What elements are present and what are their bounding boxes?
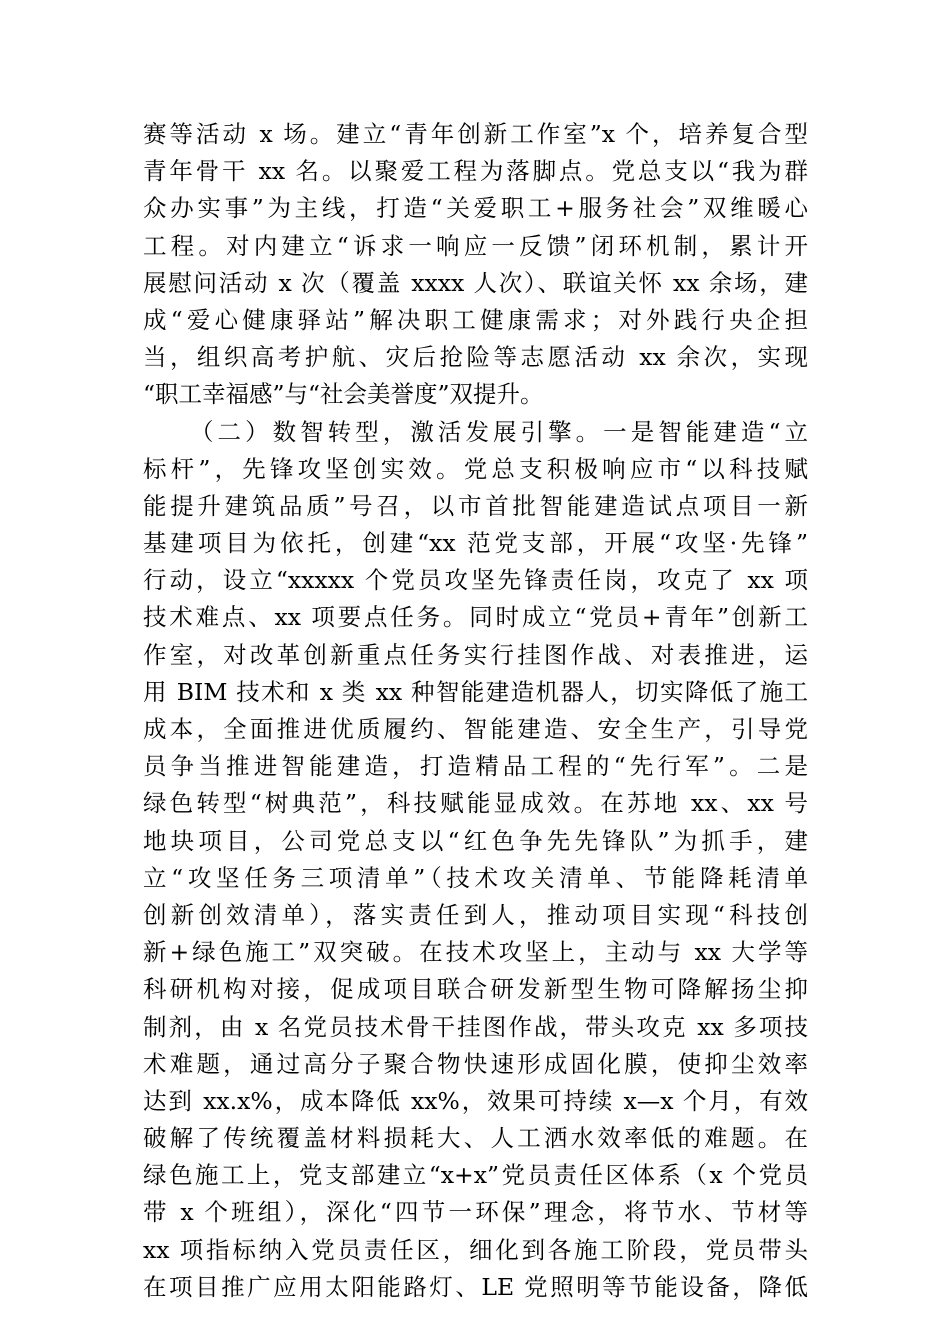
text-line: “职工幸福感”与“社会美誉度”双提升。	[143, 380, 544, 409]
text-line: 带 x 个班组），深化“四节一环保”理念，将节水、节材等	[143, 1198, 808, 1227]
document-body	[143, 116, 808, 1306]
text-line: 基建项目为依托，创建“xx 范党支部，开展“攻坚·先锋”	[143, 529, 808, 558]
text-line: 员争当推进智能建造，打造精品工程的“先行军”。二是	[143, 752, 808, 781]
text-line: xx 项指标纳入党员责任区，细化到各施工阶段，党员带头	[143, 1235, 808, 1264]
text-line: 地块项目，公司党总支以“红色争先先锋队”为抓手，建	[143, 826, 808, 855]
text-line: 展慰问活动 x 次（覆盖 xxxx 人次）、联谊关怀 xx 余场，建	[143, 268, 808, 297]
text-line: 新+绿色施工”双突破。在技术攻坚上，主动与 xx 大学等	[143, 938, 808, 967]
text-line: 立“攻坚任务三项清单”（技术攻关清单、节能降耗清单	[143, 863, 808, 892]
text-line: 技术难点、xx 项要点任务。同时成立“党员+青年”创新工	[143, 603, 808, 632]
text-line: 当，组织高考护航、灾后抢险等志愿活动 xx 余次，实现	[143, 343, 808, 372]
text-line: 工程。对内建立“诉求一响应一反馈”闭环机制，累计开	[143, 231, 808, 260]
text-line: 行动，设立“xxxxx 个党员攻坚先锋责任岗，攻克了 xx 项	[143, 566, 808, 595]
text-line: 破解了传统覆盖材料损耗大、人工洒水效率低的难题。在	[143, 1124, 808, 1153]
section-heading-line: （二）数智转型，激活发展引擎。一是智能建造“立	[190, 417, 808, 446]
text-line: 制剂，由 x 名党员技术骨干挂图作战，带头攻克 xx 多项技	[143, 1012, 808, 1041]
text-line: 绿色转型“树典范”，科技赋能显成效。在苏地 xx、xx 号	[143, 789, 808, 818]
text-line: 科研机构对接，促成项目联合研发新型生物可降解扬尘抑	[143, 975, 808, 1004]
text-line: 达到 xx.x%，成本降低 xx%，效果可持续 x—x 个月，有效	[143, 1086, 808, 1115]
text-line: 创新创效清单），落实责任到人，推动项目实现“科技创	[143, 900, 808, 929]
text-line: 能提升建筑品质”号召，以市首批智能建造试点项目一新	[143, 491, 808, 520]
text-line: 青年骨干 xx 名。以聚爱工程为落脚点。党总支以“我为群	[143, 157, 808, 186]
text-line: 成“爱心健康驿站”解决职工健康需求；对外践行央企担	[143, 305, 808, 334]
text-line: 用 BIM 技术和 x 类 xx 种智能建造机器人，切实降低了施工	[143, 677, 808, 706]
text-line: 众办实事”为主线，打造“关爱职工+服务社会”双维暖心	[143, 194, 808, 223]
text-line: 标杆”，先锋攻坚创实效。党总支积极响应市“以科技赋	[143, 454, 808, 483]
text-line: 在项目推广应用太阳能路灯、LE 党照明等节能设备，降低	[143, 1272, 808, 1301]
text-line: 成本，全面推进优质履约、智能建造、安全生产，引导党	[143, 715, 808, 743]
text-line: 术难题，通过高分子聚合物快速形成固化膜，使抑尘效率	[143, 1049, 808, 1078]
text-line: 赛等活动 x 场。建立“青年创新工作室”x 个，培养复合型	[143, 120, 808, 148]
text-line: 绿色施工上，党支部建立“x+x”党员责任区体系（x 个党员	[143, 1161, 808, 1190]
text-line: 作室，对改革创新重点任务实行挂图作战、对表推进，运	[143, 640, 808, 669]
